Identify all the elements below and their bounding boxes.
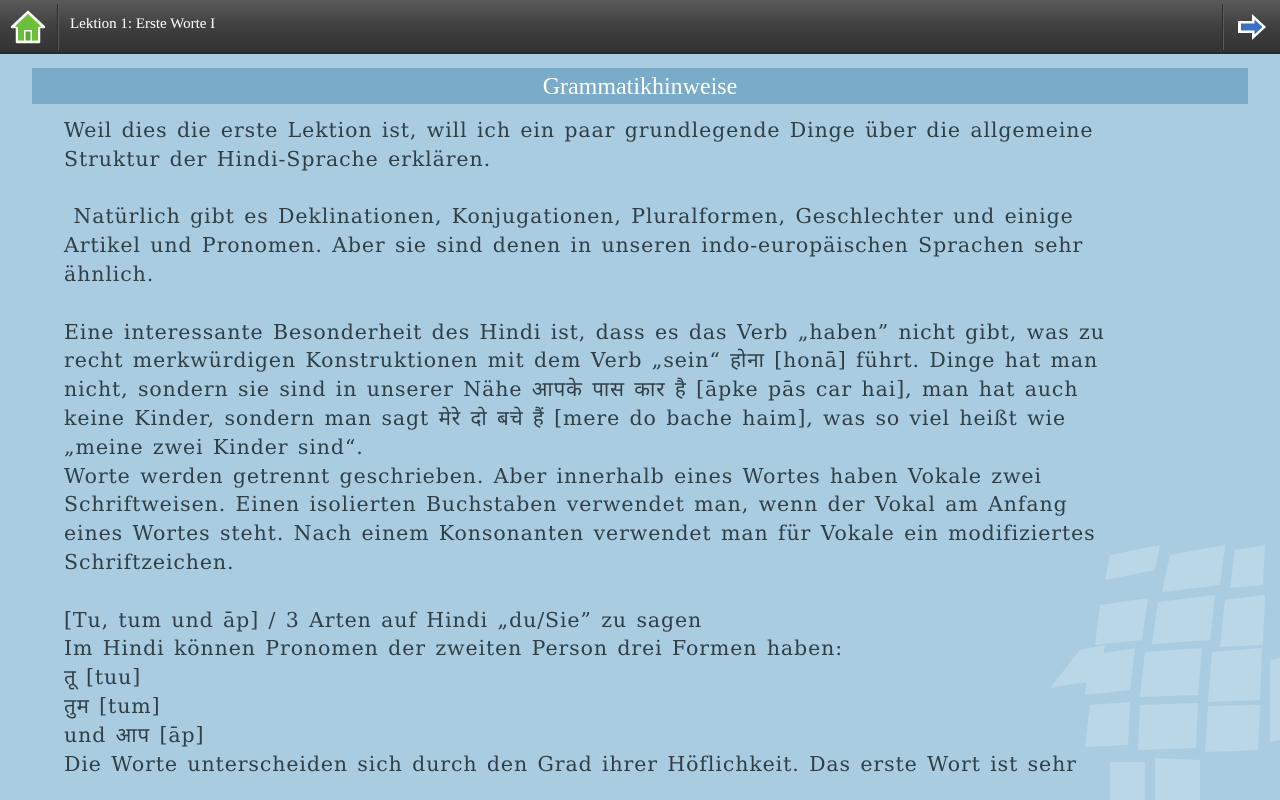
text-line: Schriftweisen. Einen isolierten Buchstaben verwendet man, wenn der Vokal am Anfang (64, 492, 1068, 517)
toolbar-divider (1222, 4, 1223, 50)
text-line: तुम [tum] (64, 693, 161, 718)
blank-line (64, 577, 1216, 606)
text-line: तू [tuu] (64, 665, 142, 690)
text-line: Eine interessante Besonderheit des Hindi ist, dass es das Verb „haben” nicht gibt, was zu (64, 319, 1105, 344)
text-line: Im Hindi können Pronomen der zweiten Person drei Formen haben: (64, 636, 844, 661)
text-line: eines Wortes steht. Nach einem Konsonanten verwendet man für Vokale ein modifiziertes (64, 521, 1096, 546)
grammar-notes-text (64, 116, 1216, 778)
text-line: Artikel und Pronomen. Aber sie sind denen in unseren indo-europäischen Sprachen sehr (64, 233, 1084, 258)
blank-line (64, 174, 1216, 203)
next-button[interactable] (1234, 10, 1270, 44)
arrow-right-icon (1234, 10, 1270, 44)
text-line: ähnlich. (64, 261, 155, 286)
home-button[interactable] (8, 8, 48, 46)
section-header: Grammatikhinweise (32, 68, 1248, 104)
text-line: Weil dies die erste Lektion ist, will ich ein paar grundlegende Dinge über die allgemeine (64, 118, 1094, 142)
text-line: keine Kinder, sondern man sagt मेरे दो बचे हैं [mere do bache haim], was so viel heißt wie (64, 405, 1067, 430)
text-line: „meine zwei Kinder sind“. (64, 434, 364, 459)
blank-line (64, 289, 1216, 318)
text-line: Schriftzeichen. (64, 549, 235, 574)
lesson-title: Lektion 1: Erste Worte I (70, 16, 216, 32)
text-line: und आप [āp] (64, 722, 205, 747)
text-line: recht merkwürdigen Konstruktionen mit dem Verb „sein“ होना [honā] führt. Dinge hat man (64, 348, 1099, 373)
toolbar-divider (57, 4, 58, 50)
home-icon (8, 8, 48, 46)
text-line: Struktur der Hindi-Sprache erklären. (64, 146, 491, 171)
text-line: nicht, sondern sie sind in unserer Nähe आपके पास कार है [āpke pās car hai], man hat auch (64, 377, 1079, 402)
top-toolbar (0, 0, 1280, 54)
text-line: [Tu, tum und āp] / 3 Arten auf Hindi „du/Sie” zu sagen (64, 607, 703, 632)
text-line: Worte werden getrennt geschrieben. Aber innerhalb eines Wortes haben Vokale zwei (64, 463, 1042, 488)
text-line: Natürlich gibt es Deklinationen, Konjugationen, Pluralformen, Geschlechter und einige (64, 204, 1074, 229)
text-line: Die Worte unterscheiden sich durch den Grad ihrer Höflichkeit. Das erste Wort ist sehr (64, 751, 1077, 776)
